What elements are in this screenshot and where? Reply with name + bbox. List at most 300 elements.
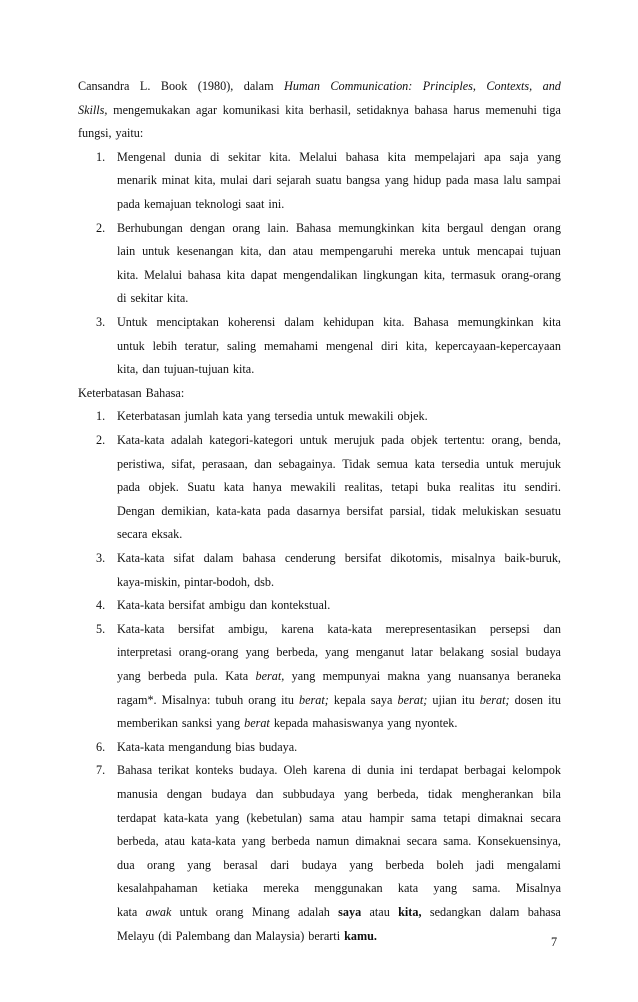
word: mulai <box>220 173 249 188</box>
list-item-line <box>117 597 561 613</box>
word: termasuk <box>450 267 496 282</box>
word: konteks <box>195 763 234 778</box>
word: lalu <box>503 173 522 188</box>
word: parsial, <box>389 503 426 518</box>
word: Melayu <box>117 928 155 943</box>
word: merujuk <box>334 433 375 447</box>
word: Suatu <box>187 480 216 495</box>
word: sosial <box>490 645 519 660</box>
word: bahasa <box>242 551 276 565</box>
word: mencapai <box>476 244 524 259</box>
word: berasal <box>223 857 258 872</box>
list-number: 3. <box>96 315 106 329</box>
word: budaya. <box>258 739 298 754</box>
word: kesalahpahaman <box>117 881 198 896</box>
word: Bahasa <box>296 220 332 235</box>
word: hanya <box>252 480 282 495</box>
word: kontekstual. <box>271 598 331 613</box>
word: ketiaka <box>212 881 248 896</box>
list-item-line <box>117 361 561 377</box>
word: kata-kata <box>216 503 261 518</box>
word: interpretasi <box>117 645 172 660</box>
word: dan <box>249 598 268 613</box>
word: orang <box>147 857 175 872</box>
word: kemajuan <box>144 197 192 211</box>
word: kita <box>226 267 245 282</box>
word: untuk <box>117 338 145 353</box>
word: dari <box>270 857 290 872</box>
word: Misalnya <box>515 881 561 896</box>
word: itu <box>548 692 561 707</box>
word: dikotomis, <box>390 551 443 565</box>
list-item-line <box>117 479 561 495</box>
word: jumlah <box>184 409 219 424</box>
word: berat, <box>255 669 285 683</box>
word: L. <box>139 79 151 93</box>
word: Melalui <box>144 267 183 282</box>
word: menciptakan <box>156 315 219 329</box>
word: dosen <box>514 692 544 707</box>
word: teknologi <box>195 197 242 211</box>
word: Keterbatasan <box>117 409 181 424</box>
word: nuansanya <box>458 669 510 683</box>
word: nyontek. <box>415 716 458 731</box>
word: setidaknya <box>356 102 409 117</box>
word: saya <box>338 905 362 919</box>
word: dua <box>117 857 135 872</box>
word: menganut <box>355 645 404 660</box>
word: misalnya <box>451 551 496 565</box>
word: yang <box>433 881 458 896</box>
word: hidup <box>413 173 442 188</box>
word: kita, <box>405 338 428 353</box>
word: bahasa <box>187 267 221 282</box>
word: itu <box>461 692 475 707</box>
word: eksak. <box>151 527 183 542</box>
list-item-line <box>117 880 561 896</box>
word: Mengenal <box>117 149 166 164</box>
word: objek. <box>397 409 428 424</box>
word: Kata-kata <box>117 598 165 613</box>
list-item-line <box>117 432 561 448</box>
word: sama <box>411 810 437 825</box>
word: yang <box>241 834 266 849</box>
list-number: 2. <box>96 433 106 447</box>
word: dengan <box>166 787 203 801</box>
word: cenderung <box>284 551 336 565</box>
word: semua <box>376 456 408 471</box>
list-item-line <box>117 526 561 542</box>
word: lebih <box>152 338 177 353</box>
word: kita. <box>232 362 255 377</box>
word: pada <box>117 197 141 211</box>
word: kepercayaan-kepercayaan <box>435 338 561 353</box>
word: mengherankan <box>461 787 534 801</box>
list-item-line <box>117 338 561 354</box>
word: yang <box>246 409 271 424</box>
word: suatu <box>315 173 342 188</box>
word: kita. <box>383 315 405 329</box>
word: sesuatu <box>525 503 561 518</box>
word: untuk <box>485 456 514 471</box>
word: Kata-kata <box>117 739 165 754</box>
list-item-line <box>117 739 561 755</box>
word: berat; <box>299 692 329 707</box>
word: karena <box>281 621 314 636</box>
word: kelompok <box>512 763 561 778</box>
word: Kata-kata <box>117 551 165 565</box>
word: sedangkan <box>429 905 482 919</box>
word: pada <box>381 433 405 447</box>
word: berbeda, <box>276 645 318 660</box>
list-item-line <box>117 503 561 519</box>
word: sejarah <box>276 173 312 188</box>
word: manusia <box>117 787 158 801</box>
word: budaya <box>301 857 337 872</box>
word: sampai <box>526 173 561 188</box>
word: kita <box>421 220 440 235</box>
word: bahasa <box>345 149 379 164</box>
word: Dengan <box>117 503 155 518</box>
word: Berhubungan <box>117 220 183 235</box>
word: dalam <box>243 79 274 93</box>
word: objek. <box>148 480 179 495</box>
word: boleh <box>436 857 464 872</box>
list-number: 1. <box>96 409 106 424</box>
word: diri <box>381 338 399 353</box>
word: lain <box>117 244 136 259</box>
word: pintar-bodoh, <box>184 574 251 589</box>
word: tujuan <box>530 244 561 259</box>
word: kehidupan <box>323 315 374 329</box>
list-item-line <box>117 408 561 424</box>
word: kaya-miskin, <box>117 574 181 589</box>
word: sekitar <box>130 291 163 306</box>
word: yang <box>349 857 374 872</box>
list-item-line <box>117 644 561 660</box>
word: kita <box>285 102 304 117</box>
word: untuk <box>299 433 328 447</box>
list-item-line <box>117 857 561 873</box>
list-item-line <box>117 196 561 212</box>
word: realitas <box>459 480 495 495</box>
section-heading <box>78 385 561 401</box>
word: ujian <box>432 692 457 707</box>
word: jadi <box>476 857 495 872</box>
word: bersifat <box>346 503 384 518</box>
list-item-line <box>117 456 561 472</box>
word: subbudaya <box>282 787 335 801</box>
word: berat; <box>397 692 428 707</box>
word: secara <box>406 834 438 849</box>
word: terdapat <box>117 810 157 825</box>
word: atau <box>341 810 362 825</box>
word: Kata-kata <box>117 433 165 447</box>
list-number: 4. <box>96 598 106 613</box>
word: mewakili <box>290 480 336 495</box>
word: menggunakan <box>314 881 383 896</box>
word: bergaul <box>447 220 484 235</box>
word: ambigu <box>208 598 246 613</box>
word: dimaknai <box>355 834 401 849</box>
word: secara <box>117 527 148 542</box>
word: Principles, <box>422 79 476 93</box>
word: Bahasa <box>117 763 153 778</box>
intro-line <box>78 125 561 141</box>
word: orang <box>232 220 261 235</box>
word: memungkinkan <box>457 315 534 329</box>
list-item-line <box>117 692 561 708</box>
word: tubuh <box>215 692 244 707</box>
word: tiga <box>542 102 561 117</box>
word: berbeda, <box>117 834 159 849</box>
word: realitas, <box>344 480 383 495</box>
word: terikat <box>158 763 190 778</box>
list-item-line <box>117 290 561 306</box>
intro-line <box>78 78 561 94</box>
word: yang <box>216 716 241 731</box>
word: hampir <box>369 810 404 825</box>
word: sama <box>309 810 335 825</box>
word: yang <box>325 645 349 660</box>
word: kita, <box>117 362 139 377</box>
word: kepada <box>273 716 309 731</box>
word: saja <box>509 149 529 164</box>
word: peristiwa, <box>117 456 165 471</box>
word: orang <box>215 905 244 919</box>
word: menarik <box>117 173 157 188</box>
word: dengan <box>189 220 226 235</box>
word: minat <box>161 173 190 188</box>
word: (di <box>158 928 172 943</box>
list-number: 5. <box>96 621 106 636</box>
word: pada <box>445 173 469 188</box>
word: di <box>117 291 127 306</box>
word: Cansandra <box>78 79 130 93</box>
word: ambigu, <box>228 621 268 636</box>
word: di <box>351 763 362 778</box>
word: kategori-kategori <box>209 433 294 447</box>
word: kita, <box>423 267 446 282</box>
word: Kata <box>225 669 249 683</box>
list-item-line <box>117 715 561 731</box>
word: kata <box>223 480 245 495</box>
word: mengenal <box>325 338 374 353</box>
word: saling <box>227 338 257 353</box>
word: untuk <box>179 905 208 919</box>
list-item-line <box>117 574 561 590</box>
word: untuk <box>316 409 345 424</box>
word: yaitu: <box>115 126 144 141</box>
word: pada <box>117 480 141 495</box>
word: Bahasa: <box>145 385 185 400</box>
word: dapat <box>250 267 278 282</box>
list-item-line <box>117 220 561 236</box>
word: (kebetulan) <box>246 810 302 825</box>
word: yang <box>245 645 270 660</box>
list-item-line <box>117 668 561 684</box>
list-item-line <box>117 267 561 283</box>
list-item-line <box>117 550 561 566</box>
word: itu <box>281 692 294 707</box>
word: Contexts, <box>486 79 533 93</box>
word: lingkungan <box>363 267 418 282</box>
word: sama. <box>472 881 501 896</box>
word: kata-kata <box>191 834 236 849</box>
word: melukiskan <box>462 503 519 518</box>
word: karena <box>313 763 346 778</box>
word: Kata-kata <box>117 621 165 636</box>
word: Konsekuensinya, <box>477 834 561 849</box>
word: sifat <box>173 551 195 565</box>
word: mewakili <box>348 409 394 424</box>
word: sifat, <box>171 456 196 471</box>
list-number: 1. <box>96 149 106 164</box>
word: berat; <box>479 692 510 707</box>
word: berbeda <box>148 669 187 683</box>
word: dan <box>233 928 252 943</box>
word: tersedia <box>274 409 313 424</box>
word: latar <box>411 645 433 660</box>
list-item-line <box>117 314 561 330</box>
word: kata <box>397 881 419 896</box>
word: atau <box>292 244 314 259</box>
word: yang <box>187 857 211 872</box>
word: mengandung <box>168 739 232 754</box>
word: dan <box>268 244 286 259</box>
word: Bahasa <box>413 315 449 329</box>
word: dan <box>543 621 561 636</box>
word: buka <box>427 480 451 495</box>
word: kita, <box>240 244 262 259</box>
word: secara <box>530 810 561 825</box>
word: dalam <box>489 905 520 919</box>
word: objek <box>410 433 438 447</box>
word: untuk <box>142 244 170 259</box>
word: kesenangan <box>176 244 234 259</box>
word: komunikasi <box>222 102 280 117</box>
word: demikian, <box>161 503 210 518</box>
word: tertentu: <box>444 433 485 447</box>
word: adalah <box>170 433 203 447</box>
word: teratur, <box>184 338 220 353</box>
list-item-line <box>117 833 561 849</box>
word: benda, <box>528 433 561 447</box>
word: mereka <box>263 881 300 896</box>
word: atau <box>164 834 185 849</box>
word: berbeda <box>385 857 425 872</box>
list-item-line <box>117 243 561 259</box>
word: tetapi <box>443 810 471 825</box>
list-item-line <box>117 904 561 920</box>
word: kita. <box>166 291 189 306</box>
word: makna <box>387 669 420 683</box>
word: (1980), <box>197 79 234 93</box>
word: fungsi, <box>78 126 112 141</box>
word: yang <box>537 149 561 164</box>
word: dalam <box>284 315 315 329</box>
word: yang <box>427 669 451 683</box>
word: mengendalikan <box>282 267 358 282</box>
word: yang <box>344 787 368 801</box>
word: persepsi <box>489 621 530 636</box>
word: Malaysia) <box>255 928 305 943</box>
word: yang <box>387 716 412 731</box>
word: tidak <box>427 787 453 801</box>
word: kata <box>222 409 243 424</box>
word: kita, <box>194 173 216 188</box>
word: berbeda <box>271 834 311 849</box>
word: memenuhi <box>485 102 537 117</box>
word: dasarnya <box>296 503 341 518</box>
word: Book <box>160 79 188 93</box>
list-item-line <box>117 810 561 826</box>
word: kata-kata <box>163 810 209 825</box>
word: and <box>542 79 561 93</box>
word: itu <box>503 480 517 495</box>
word: Oleh <box>283 763 308 778</box>
word: orang, <box>491 433 523 447</box>
word: kamu. <box>344 928 377 943</box>
word: yang <box>215 810 240 825</box>
word: namun <box>316 834 350 849</box>
word: Melalui <box>299 149 338 164</box>
list-number: 6. <box>96 739 106 754</box>
word: budaya. <box>239 763 278 778</box>
list-number: 2. <box>96 220 106 235</box>
word: terdapat <box>419 763 459 778</box>
word: awak <box>145 905 172 919</box>
word: kita. <box>117 267 139 282</box>
word: mengemukakan <box>113 102 191 117</box>
list-item-line <box>117 149 561 165</box>
word: ini. <box>268 197 285 211</box>
word: pada <box>267 503 291 518</box>
word: Skills, <box>78 102 108 117</box>
word: bersifat <box>168 598 205 613</box>
word: dengan <box>490 220 526 235</box>
word: memahami <box>263 338 319 353</box>
word: memungkinkan <box>338 220 415 235</box>
word: dimaknai <box>477 810 524 825</box>
word: kata <box>117 905 138 919</box>
word: kata <box>414 456 435 471</box>
word: sebagainya. <box>278 456 336 471</box>
word: berarti <box>308 928 341 943</box>
word: tetapi <box>391 480 419 495</box>
word: masa <box>473 173 499 188</box>
word: saat <box>245 197 265 211</box>
word: ragam*. <box>117 692 157 707</box>
word: kita <box>387 149 406 164</box>
word: bila <box>542 787 561 801</box>
word: mahasiswanya <box>312 716 384 731</box>
word: orang-orang <box>178 645 239 660</box>
word: lain. <box>267 220 289 235</box>
word: bahasa <box>527 905 561 919</box>
word: dan <box>254 456 272 471</box>
word: apa <box>484 149 501 164</box>
word: agar <box>196 102 218 117</box>
word: Communication: <box>330 79 413 93</box>
word: bangsa <box>346 173 381 188</box>
page-number: 7 <box>551 935 558 949</box>
word: merujuk <box>520 456 561 471</box>
word: Tidak <box>342 456 371 471</box>
list-item-line <box>117 762 561 778</box>
word: harus <box>453 102 480 117</box>
list-item-line <box>117 928 561 944</box>
